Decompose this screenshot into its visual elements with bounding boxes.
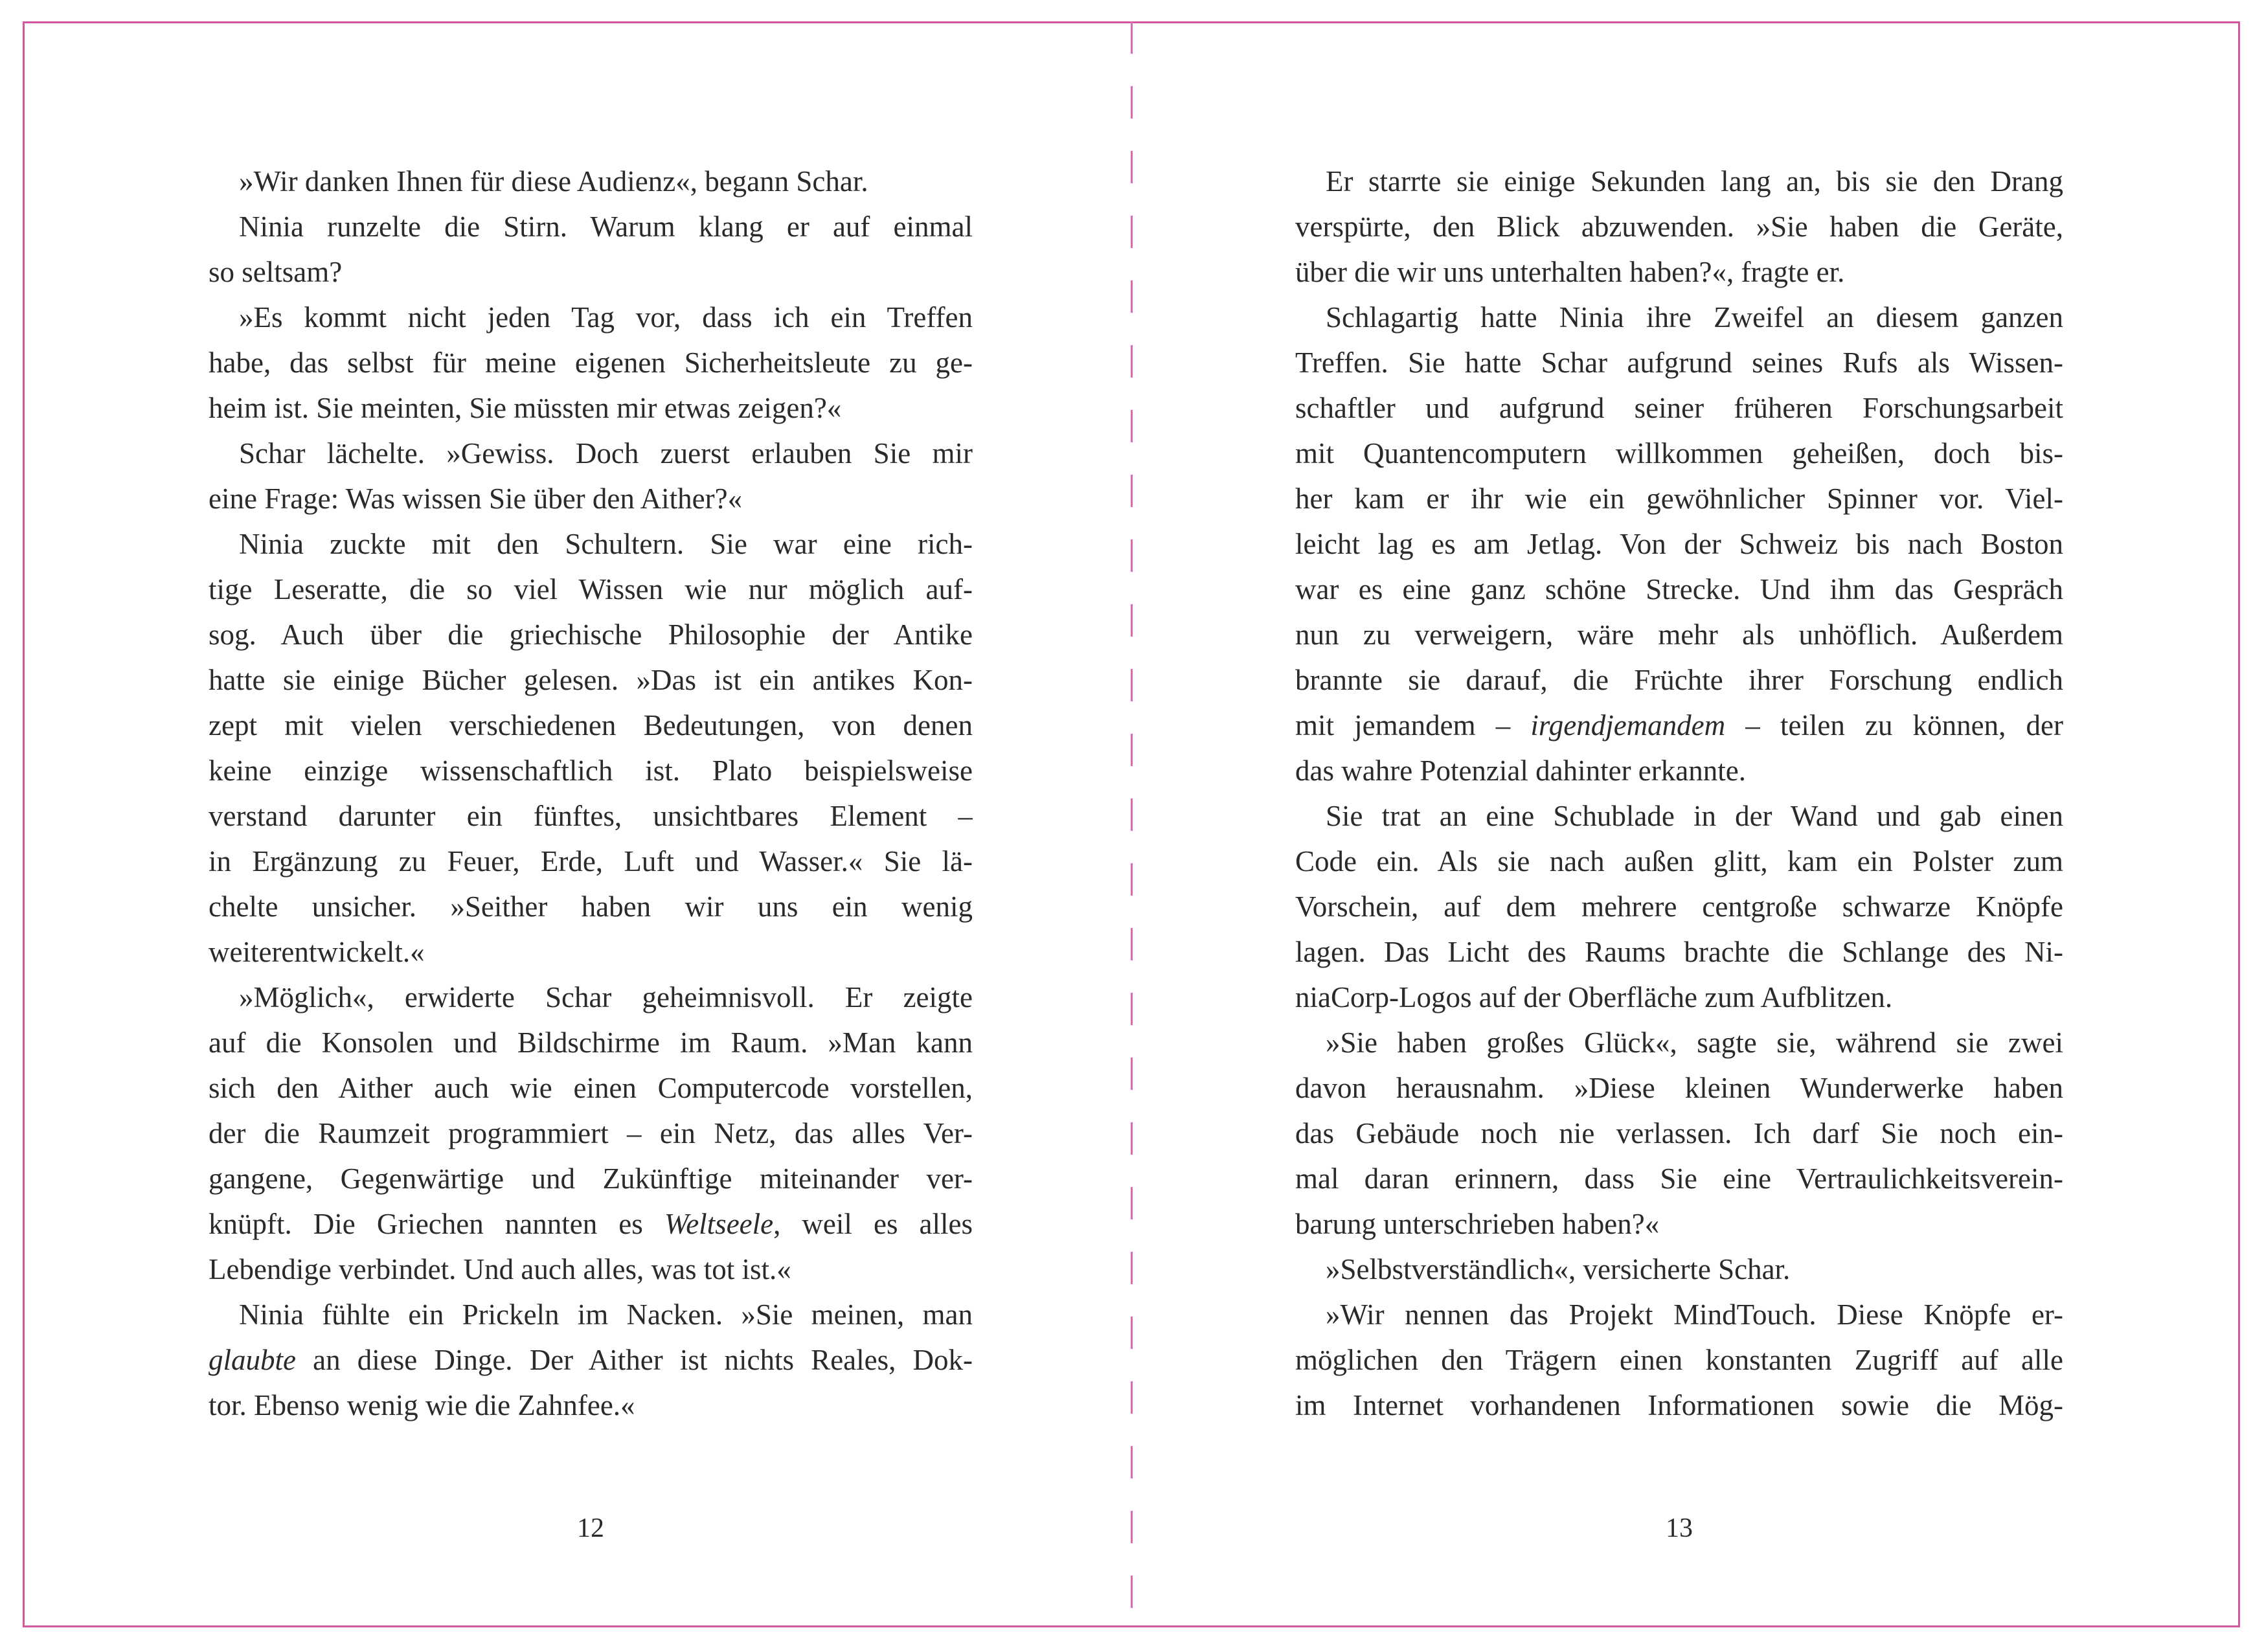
left-page-text (209, 159, 973, 1428)
text-line: sog. Auch über die griechische Philosophie der Antike (209, 618, 973, 651)
text-line: Ninia fühlte ein Prickeln im Nacken. »Sie meinen, man (239, 1298, 973, 1331)
text-line: »Es kommt nicht jeden Tag vor, dass ich ein Treffen (239, 301, 973, 334)
text-line: »Wir nennen das Projekt MindTouch. Diese Knöpfe er- (1326, 1298, 2063, 1331)
text-line: »Selbstverständlich«, versicherte Schar. (1326, 1253, 1791, 1285)
text-line: in Ergänzung zu Feuer, Erde, Luft und Wasser.« Sie lä- (209, 845, 973, 877)
text-line: so seltsam? (209, 256, 343, 288)
text-line: keine einzige wissenschaftlich ist. Plato beispielsweise (209, 754, 973, 787)
text-line: möglichen den Trägern einen konstanten Zugriff auf alle (1295, 1344, 2063, 1376)
text-line: Treffen. Sie hatte Schar aufgrund seines Rufs als Wissen- (1295, 346, 2063, 379)
center-fold-dashed-line (1131, 21, 1133, 1627)
text-line: davon herausnahm. »Diese kleinen Wunderwerke haben (1295, 1072, 2063, 1104)
text-line: habe, das selbst für meine eigenen Sicherheitsleute zu ge- (209, 346, 973, 379)
text-line: war es eine ganz schöne Strecke. Und ihm das Gespräch (1295, 573, 2063, 605)
text-line: nun zu verweigern, wäre mehr als unhöflich. Außerdem (1295, 618, 2063, 651)
text-line: »Möglich«, erwiderte Schar geheimnisvoll. Er zeigte (239, 981, 973, 1013)
text-line: tige Leseratte, die so viel Wissen wie nur möglich auf- (209, 573, 973, 605)
text-line: schaftler und aufgrund seiner früheren Forschungsarbeit (1295, 392, 2063, 424)
text-line: Vorschein, auf dem mehrere centgroße schwarze Knöpfe (1295, 890, 2063, 923)
text-line: lagen. Das Licht des Raums brachte die Schlange des Ni- (1295, 936, 2063, 968)
right-page-text (1295, 159, 2063, 1428)
text-line: brannte sie darauf, die Früchte ihrer Forschung endlich (1295, 664, 2063, 696)
text-line: Sie trat an eine Schublade in der Wand und gab einen (1326, 800, 2063, 832)
text-line: weiterentwickelt.« (209, 936, 425, 968)
text-line: Lebendige verbindet. Und auch alles, was tot ist.« (209, 1253, 791, 1285)
text-line: Er starrte sie einige Sekunden lang an, bis sie den Drang (1326, 165, 2063, 198)
text-line: niaCorp-Logos auf der Oberfläche zum Aufblitzen. (1295, 981, 1893, 1013)
text-line: glaubte an diese Dinge. Der Aither ist nichts Reales, Dok- (209, 1344, 973, 1376)
text-line: sich den Aither auch wie einen Computercode vorstellen, (209, 1072, 973, 1104)
text-line: heim ist. Sie meinten, Sie müssten mir etwas zeigen?« (209, 392, 842, 424)
text-line: mit Quantencomputern willkommen geheißen, doch bis- (1295, 437, 2063, 470)
text-line: verstand darunter ein fünftes, unsichtbares Element – (209, 800, 973, 832)
text-line: knüpft. Die Griechen nannten es Weltseele, weil es alles (209, 1208, 973, 1240)
text-line: Ninia zuckte mit den Schultern. Sie war eine rich- (239, 528, 973, 560)
text-line: verspürte, den Blick abzuwenden. »Sie haben die Geräte, (1295, 210, 2063, 243)
text-line: im Internet vorhandenen Informationen sowie die Mög- (1295, 1389, 2063, 1421)
text-line: »Wir danken Ihnen für diese Audienz«, begann Schar. (239, 165, 868, 198)
text-line: auf die Konsolen und Bildschirme im Raum. »Man kann (209, 1026, 973, 1059)
page-number-right: 13 (1666, 1513, 1693, 1543)
text-line: barung unterschrieben haben?« (1295, 1208, 1660, 1240)
text-line: leicht lag es am Jetlag. Von der Schweiz bis nach Boston (1295, 528, 2063, 560)
text-line: über die wir uns unterhalten haben?«, fragte er. (1295, 256, 1845, 288)
text-line: chelte unsicher. »Seither haben wir uns ein wenig (209, 890, 973, 923)
text-line: eine Frage: Was wissen Sie über den Aither?« (209, 482, 743, 515)
text-line: Schlagartig hatte Ninia ihre Zweifel an diesem ganzen (1326, 301, 2063, 334)
text-line: Ninia runzelte die Stirn. Warum klang er auf einmal (239, 210, 973, 243)
page-number-left: 12 (577, 1513, 604, 1543)
text-line: mal daran erinnern, dass Sie eine Vertraulichkeitsverein- (1295, 1162, 2063, 1195)
text-line: her kam er ihr wie ein gewöhnlicher Spinner vor. Viel- (1295, 482, 2063, 515)
text-line: zept mit vielen verschiedenen Bedeutungen, von denen (209, 709, 973, 741)
text-line: Code ein. Als sie nach außen glitt, kam ein Polster zum (1295, 845, 2063, 877)
text-line: der die Raumzeit programmiert – ein Netz, das alles Ver- (209, 1117, 973, 1149)
text-line: das wahre Potenzial dahinter erkannte. (1295, 754, 1746, 787)
text-line: »Sie haben großes Glück«, sagte sie, während sie zwei (1326, 1026, 2063, 1059)
text-line: hatte sie einige Bücher gelesen. »Das ist ein antikes Kon- (209, 664, 973, 696)
text-line: gangene, Gegenwärtige und Zukünftige miteinander ver- (209, 1162, 973, 1195)
text-line: Schar lächelte. »Gewiss. Doch zuerst erlauben Sie mir (239, 437, 973, 470)
text-line: tor. Ebenso wenig wie die Zahnfee.« (209, 1389, 635, 1421)
text-line: das Gebäude noch nie verlassen. Ich darf Sie noch ein- (1295, 1117, 2063, 1149)
text-line: mit jemandem – irgendjemandem – teilen zu können, der (1295, 709, 2063, 741)
